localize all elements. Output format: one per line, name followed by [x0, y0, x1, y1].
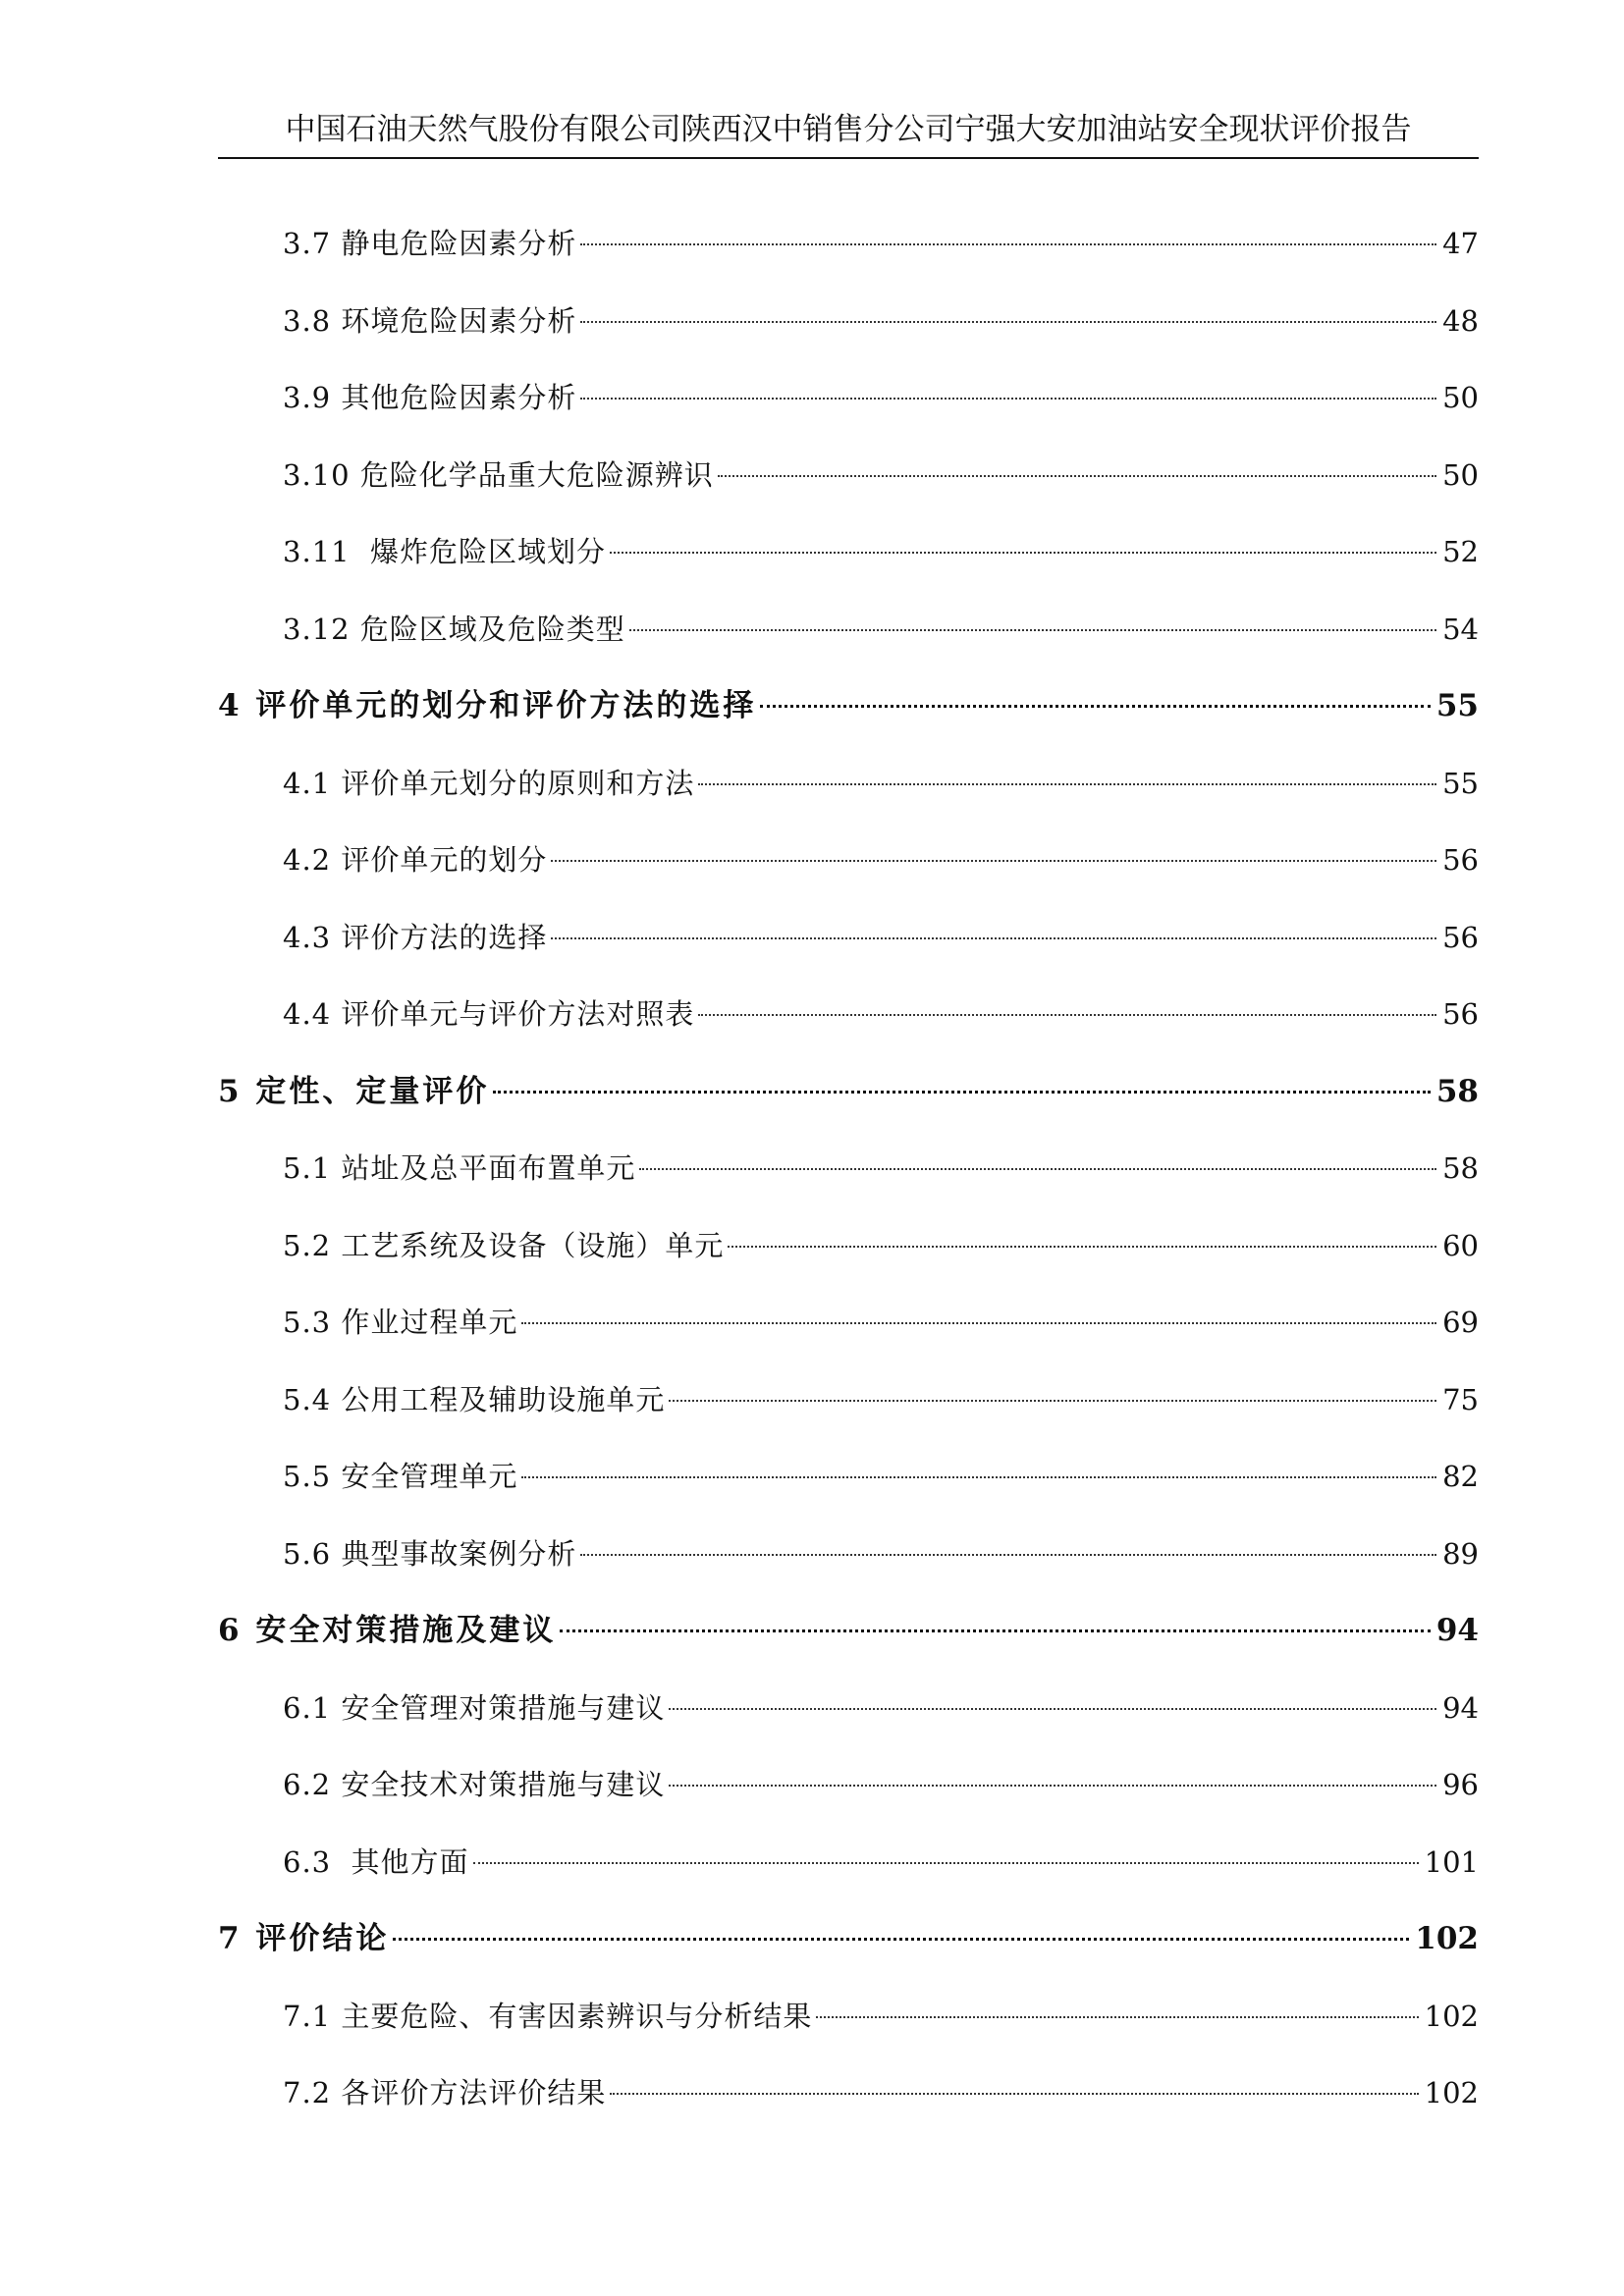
- toc-dot-leader: [580, 1554, 1436, 1556]
- toc-entry-page: 60: [1442, 1228, 1479, 1262]
- toc-chapter-entry[interactable]: [218, 1917, 1479, 1960]
- toc-dot-leader: [610, 2093, 1418, 2095]
- toc-dot-leader: [698, 1014, 1436, 1016]
- toc-section-entry[interactable]: [283, 454, 1479, 497]
- toc-section-entry[interactable]: [283, 1224, 1479, 1267]
- toc-dot-leader: [393, 1938, 1409, 1941]
- toc-entry-page: 58: [1435, 1073, 1479, 1109]
- toc-dot-leader: [629, 629, 1436, 631]
- toc-entry-page: 102: [1415, 1921, 1479, 1956]
- toc-entry-title: 其他方面: [341, 1844, 469, 1879]
- toc-entry-page: 89: [1442, 1536, 1479, 1571]
- toc-entry-page: 102: [1424, 2076, 1479, 2109]
- toc-entry-number: 3.10: [283, 457, 351, 492]
- toc-entry-number: 7: [218, 1921, 243, 1956]
- toc-dot-leader: [580, 243, 1436, 245]
- toc-dot-leader: [580, 398, 1436, 400]
- toc-dot-leader: [669, 1785, 1436, 1787]
- toc-dot-leader: [698, 783, 1436, 785]
- toc-entry-title: 安全管理对策措施与建议: [341, 1690, 666, 1725]
- toc-dot-leader: [551, 860, 1436, 862]
- toc-entry-page: 47: [1442, 227, 1479, 260]
- toc-dot-leader: [760, 705, 1430, 708]
- toc-section-entry[interactable]: [283, 2071, 1479, 2114]
- toc-entry-number: 6.2: [283, 1768, 332, 1801]
- toc-entry-title: 定性、定量评价: [255, 1073, 490, 1109]
- toc-entry-page: 58: [1442, 1151, 1479, 1185]
- toc-section-entry[interactable]: [283, 608, 1479, 651]
- toc-section-entry[interactable]: [283, 1763, 1479, 1806]
- toc-entry-number: 3.9: [283, 381, 332, 414]
- toc-section-entry[interactable]: [283, 916, 1479, 959]
- toc-section-entry[interactable]: [283, 1147, 1479, 1190]
- toc-entry-number: 4.4: [283, 997, 332, 1031]
- toc-dot-leader: [560, 1629, 1430, 1632]
- toc-entry-page: 55: [1442, 766, 1479, 800]
- toc-entry-number: 5.4: [283, 1382, 332, 1416]
- toc-entry-page: 52: [1442, 535, 1479, 568]
- toc-section-entry[interactable]: [283, 299, 1479, 343]
- toc-entry-number: 5.1: [283, 1151, 332, 1185]
- toc-section-entry[interactable]: [283, 762, 1479, 805]
- toc-entry-title: 评价结论: [255, 1921, 390, 1956]
- toc-dot-leader: [521, 1476, 1436, 1478]
- toc-section-entry[interactable]: [283, 222, 1479, 265]
- toc-entry-number: 3.11: [283, 535, 351, 568]
- toc-chapter-entry[interactable]: [218, 684, 1479, 727]
- toc-dot-leader: [521, 1322, 1436, 1324]
- toc-section-entry[interactable]: [283, 992, 1479, 1036]
- toc-entry-number: 4.2: [283, 843, 332, 877]
- toc-entry-page: 82: [1442, 1460, 1479, 1493]
- toc-dot-leader: [551, 937, 1436, 939]
- toc-entry-title: 评价单元与评价方法对照表: [341, 997, 695, 1031]
- toc-section-entry[interactable]: [283, 1378, 1479, 1421]
- toc-section-entry[interactable]: [283, 530, 1479, 573]
- toc-entry-number: 3.8: [283, 303, 332, 338]
- toc-entry-page: 94: [1442, 1690, 1479, 1725]
- toc-entry-number: 6.1: [283, 1690, 332, 1725]
- toc-dot-leader: [669, 1708, 1436, 1710]
- toc-dot-leader: [580, 321, 1436, 323]
- toc-entry-title: 评价单元划分的原则和方法: [341, 766, 695, 800]
- table-of-contents: [218, 0, 1479, 2296]
- toc-entry-number: 6.3: [283, 1844, 332, 1879]
- toc-entry-page: 48: [1442, 303, 1479, 338]
- toc-entry-page: 56: [1442, 997, 1479, 1031]
- toc-entry-title: 危险区域及危险类型: [359, 612, 625, 646]
- toc-entry-page: 55: [1435, 688, 1479, 723]
- toc-entry-title: 爆炸危险区域划分: [359, 535, 607, 568]
- toc-entry-title: 各评价方法评价结果: [341, 2076, 607, 2109]
- toc-dot-leader: [493, 1091, 1430, 1094]
- toc-entry-title: 公用工程及辅助设施单元: [341, 1382, 666, 1416]
- toc-entry-page: 75: [1442, 1382, 1479, 1416]
- toc-entry-number: 7.2: [283, 2076, 332, 2109]
- toc-dot-leader: [639, 1168, 1436, 1170]
- toc-entry-title: 典型事故案例分析: [341, 1536, 577, 1571]
- toc-entry-page: 56: [1442, 843, 1479, 877]
- toc-entry-title: 主要危险、有害因素辨识与分析结果: [341, 1999, 813, 2033]
- toc-dot-leader: [669, 1400, 1436, 1402]
- toc-entry-page: 94: [1435, 1613, 1479, 1648]
- toc-section-entry[interactable]: [283, 1841, 1479, 1884]
- toc-entry-title: 评价单元的划分和评价方法的选择: [255, 688, 757, 723]
- toc-entry-page: 102: [1424, 1999, 1479, 2033]
- toc-dot-leader: [473, 1862, 1419, 1864]
- toc-entry-title: 作业过程单元: [341, 1306, 518, 1339]
- toc-entry-number: 4: [218, 688, 243, 723]
- toc-entry-title: 其他危险因素分析: [341, 381, 577, 414]
- toc-entry-number: 3.12: [283, 612, 351, 646]
- toc-entry-number: 5: [218, 1073, 243, 1109]
- toc-entry-number: 6: [218, 1613, 243, 1648]
- toc-chapter-entry[interactable]: [218, 1609, 1479, 1652]
- toc-entry-page: 96: [1442, 1768, 1479, 1801]
- toc-entry-page: 54: [1442, 612, 1479, 646]
- toc-section-entry[interactable]: [283, 1532, 1479, 1575]
- toc-section-entry[interactable]: [283, 1301, 1479, 1344]
- toc-entry-page: 50: [1442, 381, 1479, 414]
- toc-entry-page: 69: [1442, 1306, 1479, 1339]
- toc-section-entry[interactable]: [283, 1686, 1479, 1730]
- toc-entry-title: 静电危险因素分析: [341, 227, 577, 260]
- toc-entry-title: 工艺系统及设备（设施）单元: [341, 1228, 725, 1262]
- toc-entry-page: 50: [1442, 457, 1479, 492]
- toc-entry-number: 5.3: [283, 1306, 332, 1339]
- toc-entry-title: 环境危险因素分析: [341, 303, 577, 338]
- toc-dot-leader: [816, 2016, 1418, 2018]
- toc-entry-title: 安全技术对策措施与建议: [341, 1768, 666, 1801]
- toc-dot-leader: [610, 552, 1436, 554]
- toc-chapter-entry[interactable]: [218, 1070, 1479, 1113]
- toc-entry-number: 5.5: [283, 1460, 332, 1493]
- toc-entry-number: 7.1: [283, 1999, 332, 2033]
- toc-section-entry[interactable]: [283, 376, 1479, 419]
- toc-entry-title: 评价方法的选择: [341, 920, 548, 954]
- toc-entry-title: 危险化学品重大危险源辨识: [359, 457, 714, 492]
- toc-entry-title: 评价单元的划分: [341, 843, 548, 877]
- toc-entry-page: 101: [1424, 1844, 1479, 1879]
- page-header: 中国石油天然气股份有限公司陕西汉中销售分公司宁强大安加油站安全现状评价报告: [285, 112, 1412, 147]
- toc-entry-title: 站址及总平面布置单元: [341, 1151, 636, 1185]
- toc-entry-title: 安全对策措施及建议: [255, 1613, 557, 1648]
- toc-entry-title: 安全管理单元: [341, 1460, 518, 1493]
- toc-dot-leader: [728, 1246, 1436, 1248]
- toc-entry-number: 5.2: [283, 1228, 332, 1262]
- toc-section-entry[interactable]: [283, 838, 1479, 881]
- toc-entry-number: 3.7: [283, 227, 332, 260]
- toc-entry-number: 5.6: [283, 1536, 332, 1571]
- toc-entry-number: 4.1: [283, 766, 332, 800]
- toc-entry-number: 4.3: [283, 920, 332, 954]
- toc-dot-leader: [718, 475, 1436, 477]
- toc-section-entry[interactable]: [283, 1455, 1479, 1498]
- toc-entry-page: 56: [1442, 920, 1479, 954]
- toc-section-entry[interactable]: [283, 1995, 1479, 2038]
